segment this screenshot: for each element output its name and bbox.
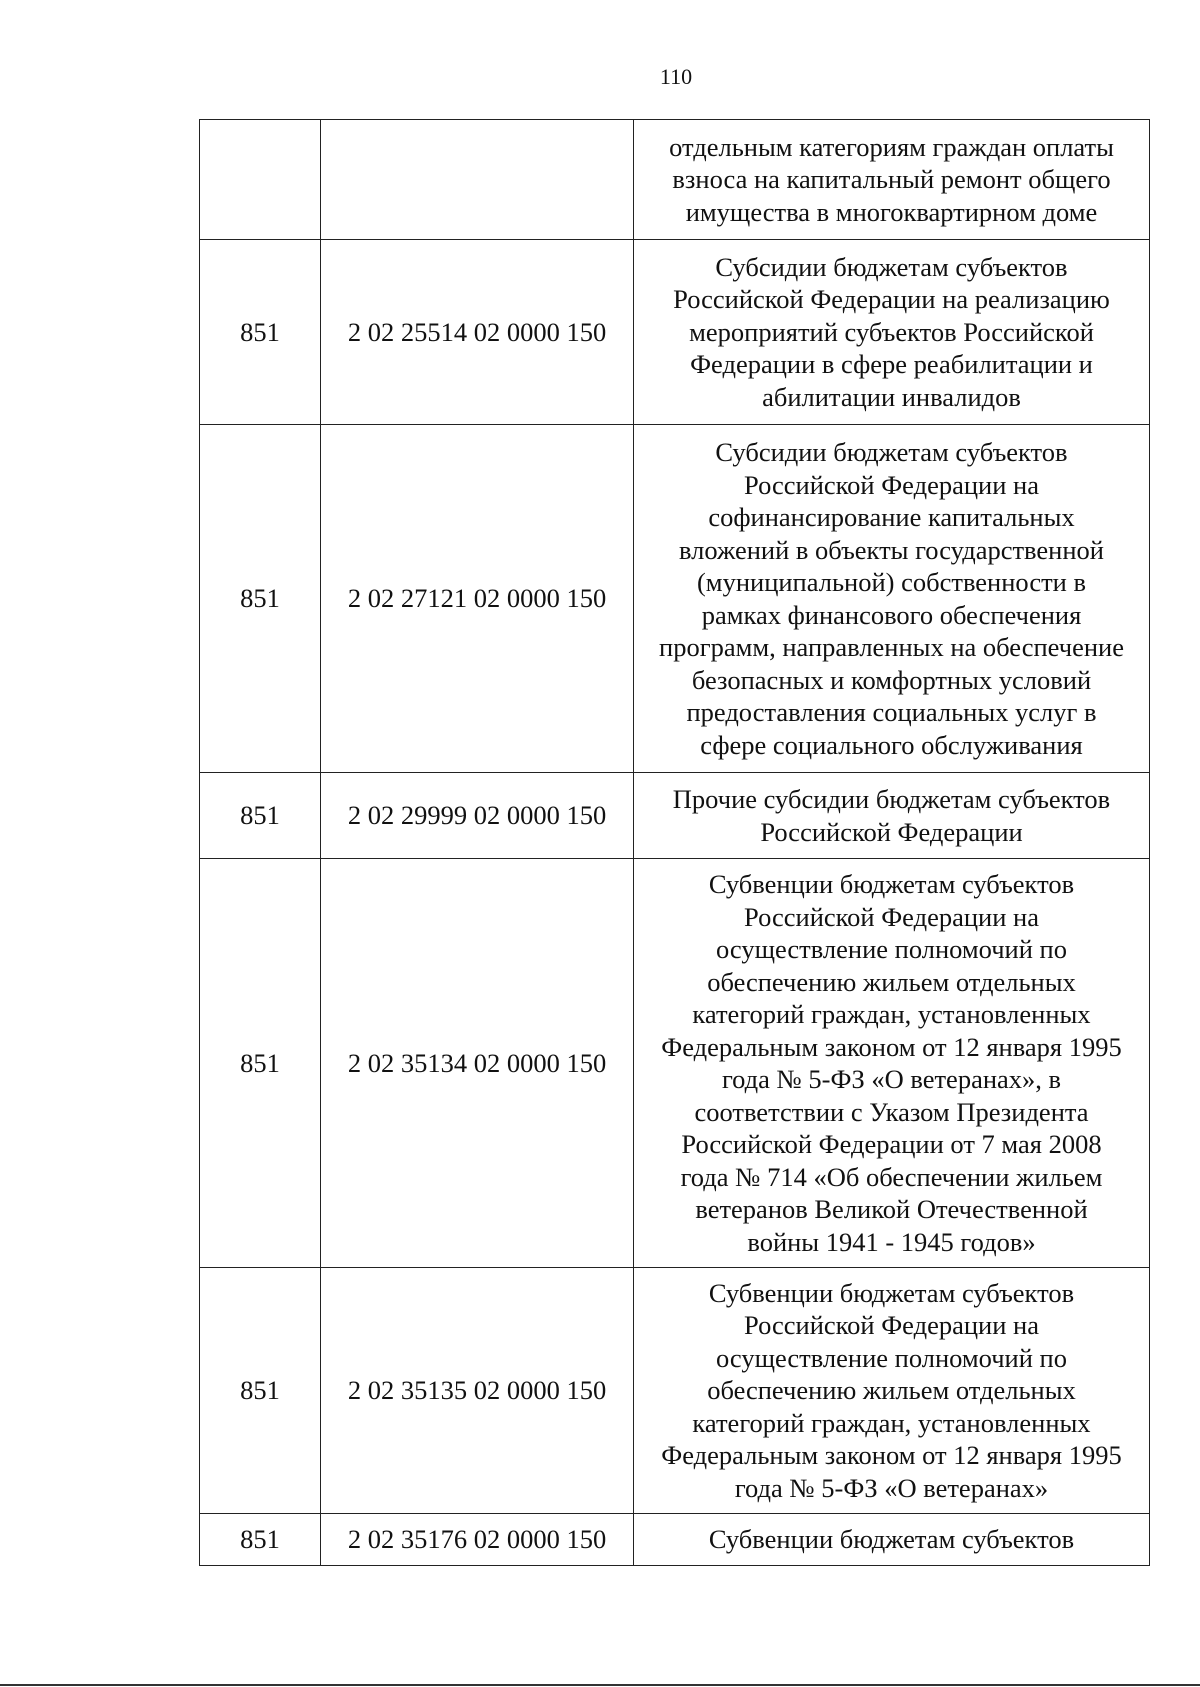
- admin-code-cell: 851: [200, 859, 321, 1268]
- admin-code-cell: 851: [200, 240, 321, 425]
- table-row: [200, 1514, 1150, 1566]
- description-cell: отдельным категориям граждан оплаты взноса на капитальный ремонт общего имущества в многоквартирном доме: [634, 120, 1150, 240]
- description-cell: Прочие субсидии бюджетам субъектов Российской Федерации: [634, 773, 1150, 859]
- budget-code-cell: 2 02 35134 02 0000 150: [321, 859, 634, 1268]
- budget-code-cell: 2 02 35176 02 0000 150: [321, 1514, 634, 1566]
- table-row: [200, 773, 1150, 859]
- budget-code-cell: [321, 120, 634, 240]
- description-cell: Субсидии бюджетам субъектов Российской Федерации на софинансирование капитальных вложений в объекты государственной (муниципальной) собственности в рамках финансового обеспечения программ, направленных на обеспечение безопасных и комфортных условий предоставления социальных услуг в сфере социального обслуживания: [634, 425, 1150, 773]
- budget-code-cell: 2 02 27121 02 0000 150: [321, 425, 634, 773]
- description-cell: Субвенции бюджетам субъектов Российской Федерации на осуществление полномочий по обеспечению жильем отдельных категорий граждан, установленных Федеральным законом от 12 января 1995 года № 5-ФЗ «О ветеранах»: [634, 1268, 1150, 1514]
- description-cell: Субвенции бюджетам субъектов: [634, 1514, 1150, 1566]
- table-row: [200, 1268, 1150, 1514]
- admin-code-cell: 851: [200, 1268, 321, 1514]
- page-number: 110: [659, 64, 693, 89]
- budget-code-cell: 2 02 29999 02 0000 150: [321, 773, 634, 859]
- budget-code-cell: 2 02 25514 02 0000 150: [321, 240, 634, 425]
- bottom-rule: [0, 1684, 1200, 1686]
- admin-code-cell: 851: [200, 773, 321, 859]
- table-row: [200, 120, 1150, 240]
- table-row: [200, 425, 1150, 773]
- budget-code-cell: 2 02 35135 02 0000 150: [321, 1268, 634, 1514]
- admin-code-cell: 851: [200, 425, 321, 773]
- admin-code-cell: 851: [200, 1514, 321, 1566]
- budget-codes-table: [199, 119, 1150, 1566]
- table-row: [200, 859, 1150, 1268]
- description-cell: Субвенции бюджетам субъектов Российской Федерации на осуществление полномочий по обеспечению жильем отдельных категорий граждан, установленных Федеральным законом от 12 января 1995 года № 5-ФЗ «О ветеранах», в соответствии с Указом Президента Российской Федерации от 7 мая 2008 года № 714 «Об обеспечении жильем ветеранов Великой Отечественной войны 1941 - 1945 годов»: [634, 859, 1150, 1268]
- description-cell: Субсидии бюджетам субъектов Российской Федерации на реализацию мероприятий субъектов Российской Федерации в сфере реабилитации и абилитации инвалидов: [634, 240, 1150, 425]
- admin-code-cell: [200, 120, 321, 240]
- table-row: [200, 240, 1150, 425]
